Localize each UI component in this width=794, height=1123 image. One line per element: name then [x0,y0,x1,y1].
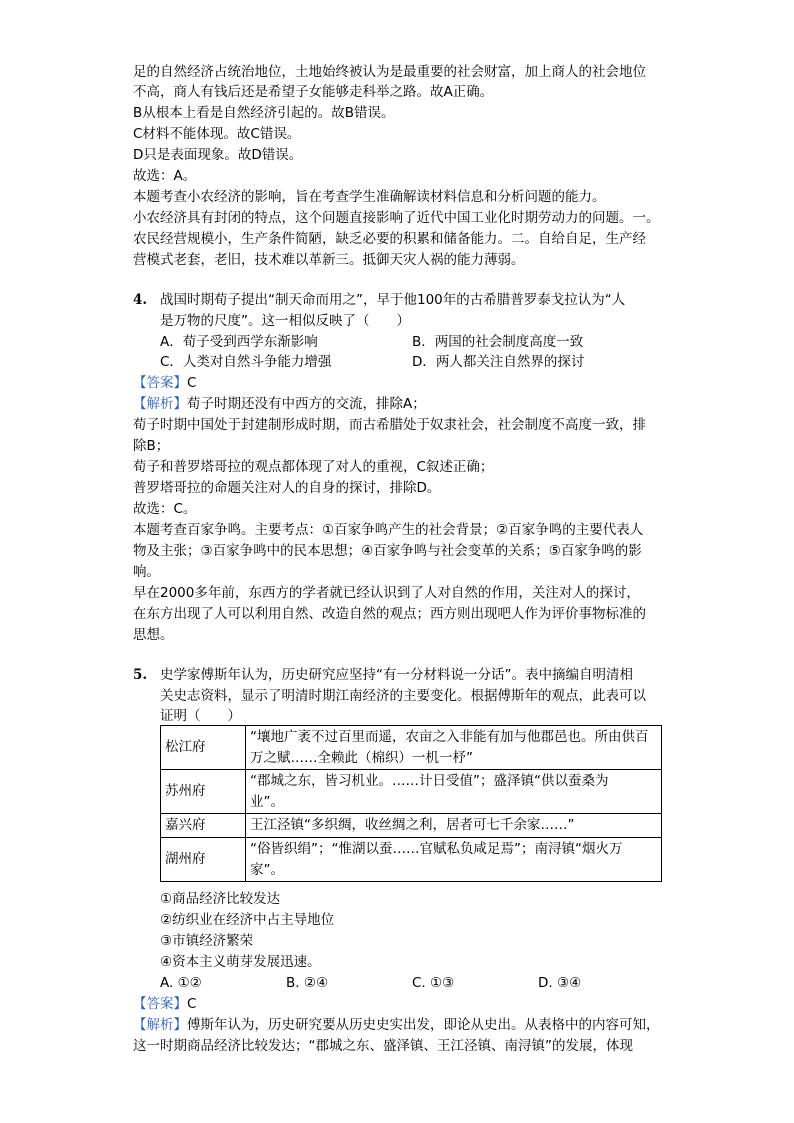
option-c: C. ①③ [412,975,455,991]
text-line: B从根本上看是自然经济引起的。故B错误。 [133,105,395,121]
table-cell-city: 湖州府 [161,838,246,882]
text-line: C材料不能体现。故C错误。 [133,126,301,142]
text-line: D只是表面现象。故D错误。 [133,147,303,163]
analysis-line [133,1015,660,1035]
table-cell-text: “俗皆织绢”；“惟湖以蚕……官赋私负咸足焉”；南浔镇“烟火万 家”。 [246,838,662,882]
table-cell-city: 松江府 [161,726,246,770]
option-a: A. ①② [160,975,202,991]
text-line: 足的自然经济占统治地位，土地始终被认为是最重要的社会财富，加上商人的社会地位 [133,64,646,80]
table-row [161,814,662,838]
text-line: 在东方出现了人可以利用自然、改造自然的观点；西方则出现吧人作为评价事物标准的 [133,606,646,622]
question-stem: 战国时期荀子提出“制天命而用之”，早于他100年的古希腊普罗泰戈拉认为“人 [160,292,626,308]
text-line: 营模式老套，老旧，技术难以革新三。抵御天灾人祸的能力薄弱。 [133,252,525,268]
question-stem: 关史志资料，显示了明清时期江南经济的主要变化。根据傅斯年的观点，此表可以 [160,688,646,704]
analysis-tag: 【解析】 [133,396,187,412]
text-line: 物及主张；③百家争鸣中的民本思想；④百家争鸣与社会变革的关系；⑤百家争鸣的影 [133,543,642,559]
text-line: 故选：A。 [133,168,197,184]
statement: ③市镇经济繁荣 [160,933,254,949]
text-line: 思想。 [133,627,174,643]
text-line: 早在2000多年前，东西方的学者就已经认识到了人对自然的作用，关注对人的探讨， [133,585,640,601]
question-stem: 是万物的尺度”。这一相似反映了（ ） [160,313,410,329]
text-line: 农民经营规模小，生产条件简陋，缺乏必要的积累和储备能力。二。自给自足，生产经 [133,231,646,247]
statement: ②纺织业在经济中占主导地位 [160,912,335,928]
question-stem: 史学家傅斯年认为，历史研究应坚持“有一分材料说一分话”。表中摘编自明清相 [160,667,633,683]
answer-tag: 【答案】 [133,375,187,391]
analysis-text: 荀子时期还没有中西方的交流，排除A； [187,396,426,412]
text-line: 不高，商人有钱后还是希望子女能够走科举之路。故A正确。 [133,84,494,100]
text-line: 响。 [133,564,160,580]
table-cell-text: “郡城之东，皆习机业。……计日受值”；盛泽镇“供以蚕桑为 业”。 [246,770,662,814]
analysis-text: 傅斯年认为，历史研究要从历史史实出发，即论从史出。从表格中的内容可知， [187,1017,660,1033]
option-d: D．两人都关注自然界的探讨 [412,354,585,370]
question-number: 5. [133,667,148,683]
table-cell-city: 苏州府 [161,770,246,814]
option-b: B. ②④ [286,975,329,991]
table-cell-text: 王江泾镇“多织绸，收丝绸之利，居者可七千余家……” [246,814,662,838]
question-stem: 证明（ ） [160,708,241,724]
answer-tag: 【答案】 [133,996,187,1012]
table-cell-text: “壤地广袤不过百里而遥，农亩之入非能有加与他郡邑也。所由供百 万之赋……全赖此（棉织）一机一杼” [246,726,662,770]
analysis-tag: 【解析】 [133,1017,187,1033]
answer-value: C [187,996,197,1012]
text-line: 除B； [133,438,170,454]
analysis-line [133,394,426,414]
text-line: 小农经济具有封闭的特点，这个问题直接影响了近代中国工业化时期劳动力的问题。一。 [133,210,660,226]
text-line: 荀子时期中国处于封建制形成时期，而古希腊处于奴隶社会，社会制度不高度一致，排 [133,417,646,433]
option-d: D. ③④ [538,975,582,991]
text-line: 故选：C。 [133,501,197,517]
option-c: C．人类对自然斗争能力增强 [160,354,332,370]
text-line: 普罗塔哥拉的命题关注对人的自身的探讨，排除D。 [133,480,441,496]
table-row [161,726,662,770]
text-line: 这一时期商品经济比较发达；“郡城之东、盛泽镇、王江泾镇、南浔镇”的发展，体现 [133,1038,633,1054]
option-a: A．荀子受到西学东渐影响 [160,334,318,350]
text-line: 本题考查小农经济的影响，旨在考查学生准确解读材料信息和分析问题的能力。 [133,189,606,205]
answer-value: C [187,375,197,391]
statement: ①商品经济比较发达 [160,891,281,907]
table-row [161,838,662,882]
source-table [160,725,662,882]
text-line: 本题考查百家争鸣。主要考点：①百家争鸣产生的社会背景；②百家争鸣的主要代表人 [133,522,644,538]
statement: ④资本主义萌芽发展迅速。 [160,954,321,970]
option-b: B．两国的社会制度高度一致 [412,334,584,350]
question-number: 4. [133,292,148,308]
answer-line [133,373,196,393]
answer-line [133,994,196,1014]
table-row [161,770,662,814]
table-cell-city: 嘉兴府 [161,814,246,838]
text-line: 荀子和普罗塔哥拉的观点都体现了对人的重视，C叙述正确； [133,459,494,475]
